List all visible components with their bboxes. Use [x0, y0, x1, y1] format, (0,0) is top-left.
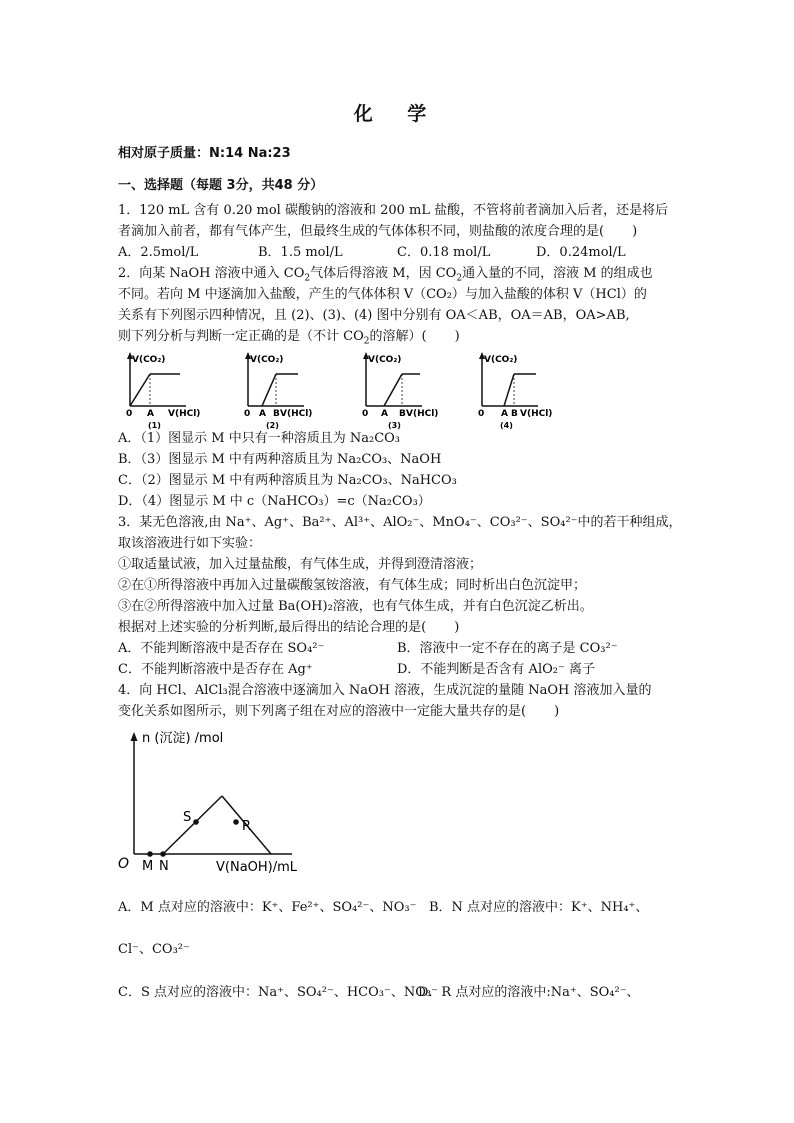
- graph1-xlabel: V(HCl): [168, 409, 201, 419]
- graph1-tick-a: A: [147, 409, 154, 419]
- graph3-origin: 0: [362, 409, 369, 419]
- q4-label-s: S: [183, 810, 192, 825]
- q3-step3: ③在②所得溶液中加入过量 Ba(OH)₂溶液，也有气体生成，并有白色沉淀乙析出。: [118, 599, 593, 614]
- q4-label-r: R: [242, 819, 252, 834]
- q4-graph: [110, 726, 330, 878]
- q2-line3: 关系有下列图示四种情况，且 (2)、(3)、(4) 图中分别有 OA＜AB，OA＝AB，OA>AB,: [118, 308, 630, 323]
- point-m: [147, 851, 153, 857]
- q3-option-c: C．不能判断溶液中是否存在 Ag⁺: [118, 662, 313, 677]
- q1-line1: 1．120 mL 含有 0.20 mol 碳酸钠的溶液和 200 mL 盐酸，不管将前者滴加入后者，还是将后: [118, 203, 669, 218]
- q4-option-b2: Cl⁻、CO₃²⁻: [118, 942, 190, 957]
- q2-graph-4: [478, 352, 552, 430]
- point-n: [160, 851, 166, 857]
- q4-line1: 4．向 HCl、AlCl₃混合溶液中逐滴加入 NaOH 溶液，生成沉淀的量随 NaOH 溶液加入量的: [118, 683, 652, 698]
- q4-option-c: C．S 点对应的溶液中：Na⁺、SO₄²⁻、HCO₃⁻、NO₃⁻: [118, 985, 438, 1000]
- page-title: 化 学: [353, 103, 441, 125]
- q2-line2: 不同。若向 M 中逐滴加入盐酸，产生的气体体积 V（CO₂）与加入盐酸的体积 V（HCl）的: [118, 287, 647, 302]
- q2-graph-1: [126, 352, 200, 430]
- graph2-ylabel: V(CO₂): [250, 355, 284, 365]
- q1-option-b: B．1.5 mol/L: [258, 245, 343, 260]
- q1-line2: 者滴加入前者，都有气体产生，但最终生成的气体体积不同，则盐酸的浓度合理的是( ): [118, 224, 638, 239]
- q1-option-a: A．2.5mol/L: [118, 245, 199, 260]
- graph3-ylabel: V(CO₂): [368, 355, 402, 365]
- q2-line1: 2．向某 NaOH 溶液中通入 $CO_2$气体后得溶液 M，因 $CO_2$通入量的不同，溶液 M 的组成也: [118, 266, 653, 284]
- graph2-xlabel: V(HCl): [280, 409, 313, 419]
- q2-option-c: C．（2）图显示 M 中有两种溶质且为 Na₂CO₃、NaHCO₃: [118, 473, 457, 488]
- q3-option-d: D．不能判断是否含有 AlO₂⁻ 离子: [397, 662, 595, 677]
- graph4-origin: 0: [478, 409, 485, 419]
- graph1-ylabel: V(CO₂): [132, 355, 166, 365]
- q3-line2: 取该溶液进行如下实验：: [118, 536, 262, 551]
- q4-ylabel: n (沉淀) /mol: [142, 731, 224, 746]
- q4-option-b1: B．N 点对应的溶液中：K⁺、NH₄⁺、: [429, 900, 649, 915]
- section-heading: 一、选择题（每题 3分，共48 分）: [118, 178, 324, 193]
- graph2-origin: 0: [244, 409, 251, 419]
- graph1-origin: 0: [126, 409, 133, 419]
- q2-option-d: D．（4）图显示 M 中 c（NaHCO₃）=c（Na₂CO₃）: [118, 494, 431, 509]
- q3-option-b: B．溶液中一定不存在的离子是 CO₃²⁻: [397, 641, 618, 656]
- graph2-tick-a: A: [259, 409, 266, 419]
- graph4-tick-b: B: [511, 409, 518, 419]
- q2-option-a: A．（1）图显示 M 中只有一种溶质且为 Na₂CO₃: [118, 431, 401, 446]
- point-s: [193, 819, 199, 825]
- graph2-tick-b: B: [273, 409, 280, 419]
- graph2-caption: (2): [266, 421, 279, 430]
- graph4-ylabel: V(CO₂): [484, 355, 518, 365]
- q1-option-c: C．0.18 mol/L: [397, 245, 491, 260]
- q3-step2: ②在①所得溶液中再加入过量碳酸氢铵溶液，有气体生成；同时析出白色沉淀甲；: [118, 578, 587, 593]
- graph3-caption: (3): [388, 421, 401, 430]
- graph4-caption: (4): [500, 421, 513, 430]
- q4-label-m: M: [142, 859, 154, 874]
- graph3-xlabel: V(HCl): [406, 409, 439, 419]
- q2-graphs: [118, 348, 568, 432]
- q4-origin: O: [118, 856, 130, 872]
- q1-option-d: D．0.24mol/L: [536, 245, 626, 260]
- q3-step1: ①取适量试液，加入过量盐酸，有气体生成，并得到澄清溶液；: [118, 557, 483, 572]
- graph1-caption: (1): [148, 421, 161, 430]
- graph3-tick-b: B: [399, 409, 406, 419]
- q2-graph-2: [244, 352, 312, 430]
- q3-line3: 根据对上述实验的分析判断,最后得出的结论合理的是( ): [118, 620, 460, 635]
- q2-graph-3: [362, 352, 438, 430]
- q3-line1: 3．某无色溶液,由 Na⁺、Ag⁺、Ba²⁺、Al³⁺、AlO₂⁻、MnO₄⁻、CO₃²⁻、SO₄²⁻中的若干种组成，: [118, 515, 682, 530]
- q4-label-n: N: [159, 859, 169, 874]
- q4-xlabel: V(NaOH)/mL: [216, 860, 298, 875]
- q3-option-a: A．不能判断溶液中是否存在 SO₄²⁻: [118, 641, 325, 656]
- q4-option-a: A．M 点对应的溶液中：K⁺、Fe²⁺、SO₄²⁻、NO₃⁻: [118, 900, 417, 915]
- q2-option-b: B．（3）图显示 M 中有两种溶质且为 Na₂CO₃、NaOH: [118, 452, 442, 467]
- q4-line2: 变化关系如图所示，则下列离子组在对应的溶液中一定能大量共存的是( ): [118, 704, 560, 719]
- q2-line4: 则下列分析与判断一定正确的是（不计 $CO_2$的溶解）( ): [118, 329, 460, 347]
- graph3-tick-a: A: [381, 409, 388, 419]
- q4-option-d: D．R 点对应的溶液中:Na⁺、SO₄²⁻、: [418, 985, 640, 1000]
- atomic-mass-line: 相对原子质量：N:14 Na:23: [118, 146, 291, 161]
- graph4-tick-a: A: [501, 409, 508, 419]
- point-r: [233, 819, 239, 825]
- graph4-xlabel: V(HCl): [520, 409, 553, 419]
